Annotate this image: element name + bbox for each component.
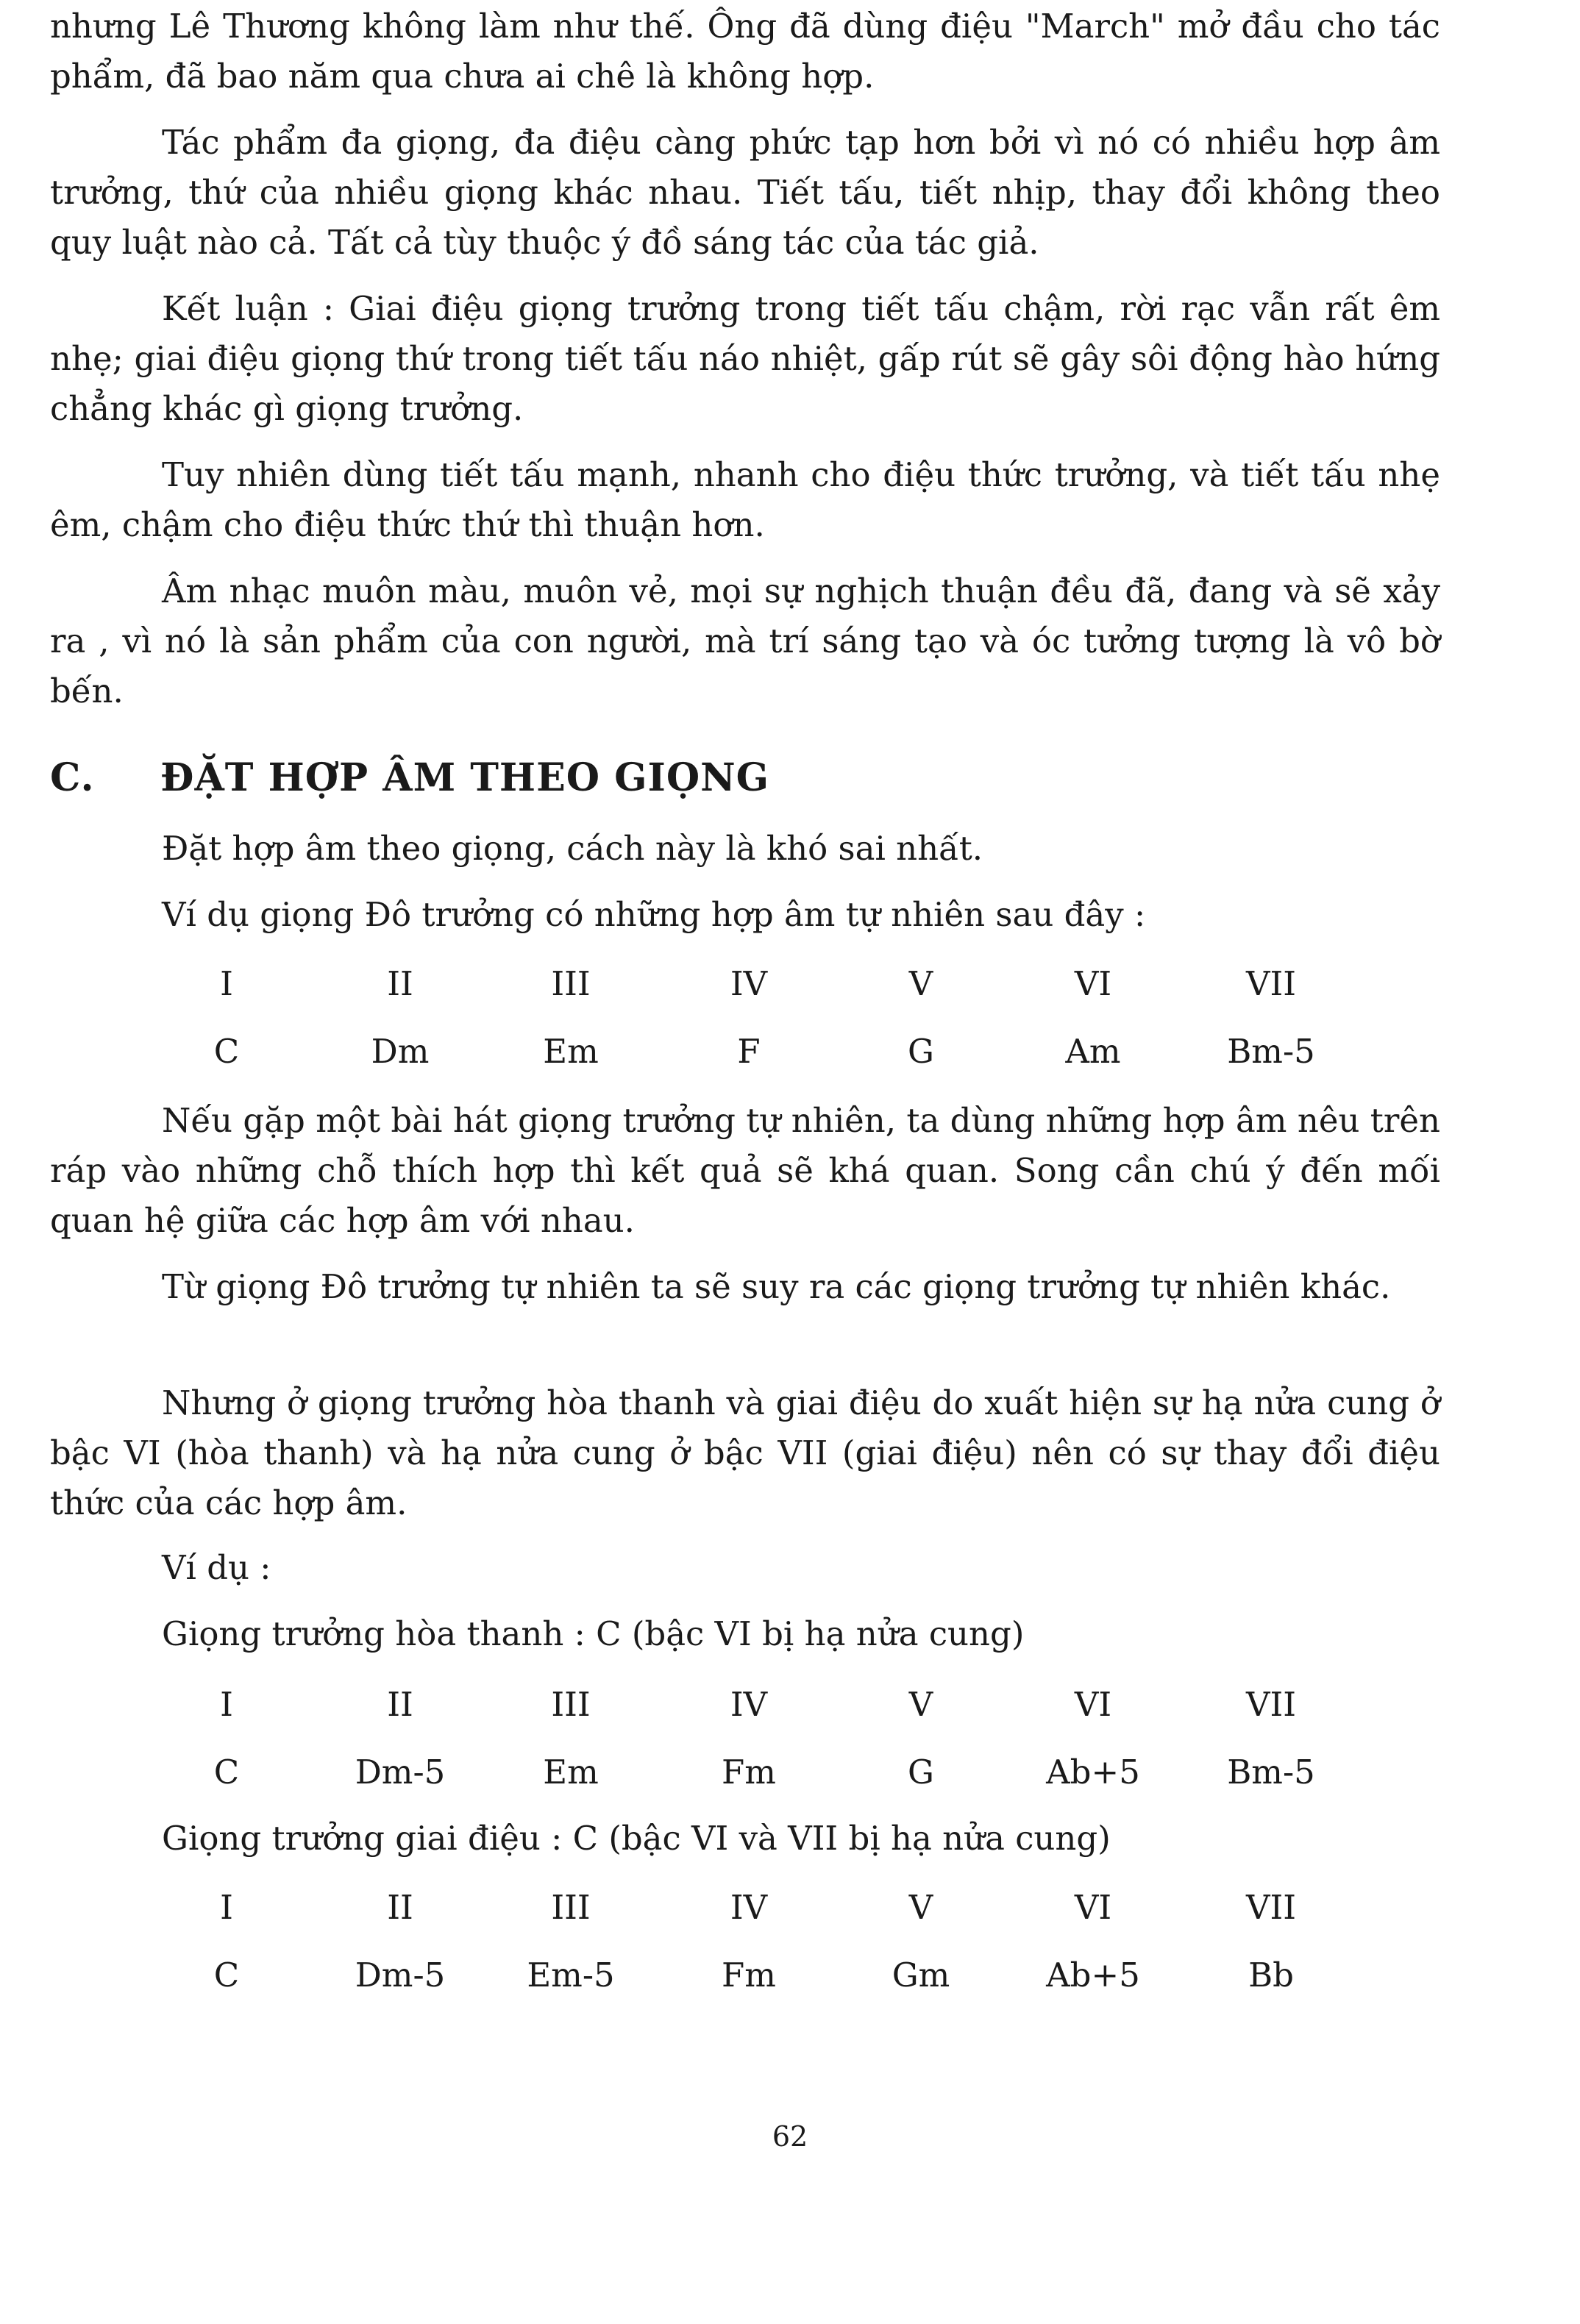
chord-cell: G	[908, 1753, 934, 1792]
chord-cell: Bm-5	[1227, 1032, 1315, 1071]
paragraph-conclusion: Kết luận : Giai điệu giọng trưởng trong tiết tấu chậm, rời rạc vẫn rất êm nhẹ; giai điệu giọng thứ trong tiết tấu náo nhiệt, gấp rút sẽ gây sôi động hào hứng chẳng khác gì giọng trưởng.	[50, 289, 1440, 428]
degree-cell: I	[220, 1888, 233, 1927]
harmonic-degree-row	[0, 1681, 1580, 1728]
degree-cell: IV	[730, 1888, 768, 1927]
chord-cell: Bm-5	[1227, 1753, 1315, 1792]
chord-cell: F	[737, 1032, 761, 1071]
degree-cell: IV	[730, 1685, 768, 1724]
paragraph-polyphony: Tác phẩm đa giọng, đa điệu càng phức tạp hơn bởi vì nó có nhiều hợp âm trưởng, thứ của nhiều giọng khác nhau. Tiết tấu, tiết nhịp, thay đổi không theo quy luật nào cả. Tất cả tùy thuộc ý đồ sáng tác của tác giả.	[50, 123, 1440, 262]
chord-cell: Em-5	[527, 1956, 615, 1995]
chord-cell: Bb	[1248, 1956, 1294, 1995]
degree-cell: VII	[1245, 964, 1297, 1003]
chord-cell: Ab+5	[1046, 1753, 1140, 1792]
degree-cell: VII	[1245, 1888, 1297, 1927]
natural-degree-row	[0, 960, 1580, 1008]
section-title: ĐẶT HỢP ÂM THEO GIỌNG	[160, 755, 770, 800]
harmonic-label: Giọng trưởng hòa thanh : C (bậc VI bị hạ nửa cung)	[162, 1614, 1025, 1653]
example-label: Ví dụ :	[162, 1548, 271, 1587]
degree-cell: III	[551, 1888, 591, 1927]
chord-cell: Em	[543, 1753, 599, 1792]
degree-cell: VI	[1074, 964, 1112, 1003]
melodic-degree-row	[0, 1884, 1580, 1931]
melodic-chord-row	[0, 1952, 1580, 1999]
degree-cell: VI	[1074, 1888, 1112, 1927]
natural-chord-row	[0, 1028, 1580, 1075]
page-number: 62	[772, 2120, 808, 2153]
chord-cell: Fm	[722, 1956, 776, 1995]
degree-cell: V	[908, 964, 933, 1003]
chord-cell: Fm	[722, 1753, 776, 1792]
harmonic-chord-row	[0, 1749, 1580, 1796]
degree-cell: IV	[730, 964, 768, 1003]
paragraph-harmonic-melodic: Nhưng ở giọng trưởng hòa thanh và giai điệu do xuất hiện sự hạ nửa cung ở bậc VI (hòa thanh) và hạ nửa cung ở bậc VII (giai điệu) nên có sự thay đổi điệu thức của các hợp âm.	[50, 1383, 1440, 1522]
degree-cell: V	[908, 1685, 933, 1724]
degree-cell: I	[220, 1685, 233, 1724]
paragraph-music: Âm nhạc muôn màu, muôn vẻ, mọi sự nghịch thuận đều đã, đang và sẽ xảy ra , vì nó là sản phẩm của con người, mà trí sáng tạo và óc tưởng tượng là vô bờ bến.	[50, 571, 1440, 710]
degree-cell: V	[908, 1888, 933, 1927]
degree-cell: VI	[1074, 1685, 1112, 1724]
chord-cell: Dm-5	[355, 1956, 446, 1995]
chord-cell: G	[908, 1032, 934, 1071]
intro-line-1: Đặt hợp âm theo giọng, cách này là khó sai nhất.	[162, 829, 983, 868]
degree-cell: III	[551, 964, 591, 1003]
chord-cell: Gm	[892, 1956, 950, 1995]
chord-cell: C	[213, 1032, 240, 1071]
chord-cell: Am	[1065, 1032, 1121, 1071]
paragraph-tempo: Tuy nhiên dùng tiết tấu mạnh, nhanh cho điệu thức trưởng, và tiết tấu nhẹ êm, chậm cho điệu thức thứ thì thuận hơn.	[50, 455, 1440, 544]
chord-cell: Dm	[371, 1032, 430, 1071]
chord-cell: Ab+5	[1046, 1956, 1140, 1995]
intro-line-2: Ví dụ giọng Đô trưởng có những hợp âm tự nhiên sau đây :	[162, 895, 1146, 934]
melodic-label: Giọng trưởng giai điệu : C (bậc VI và VII bị hạ nửa cung)	[162, 1819, 1111, 1858]
degree-cell: II	[387, 1685, 413, 1724]
degree-cell: II	[387, 1888, 413, 1927]
paragraph-march: nhưng Lê Thương không làm như thế. Ông đã dùng điệu "March" mở đầu cho tác phẩm, đã bao năm qua chưa ai chê là không hợp.	[50, 7, 1440, 96]
chord-cell: Dm-5	[355, 1753, 446, 1792]
section-heading	[50, 754, 769, 802]
degree-cell: III	[551, 1685, 591, 1724]
degree-cell: I	[220, 964, 233, 1003]
chord-cell: C	[213, 1956, 240, 1995]
section-letter: C.	[50, 755, 95, 800]
degree-cell: VII	[1245, 1685, 1297, 1724]
chord-cell: Em	[543, 1032, 599, 1071]
paragraph-derive: Từ giọng Đô trưởng tự nhiên ta sẽ suy ra các giọng trưởng tự nhiên khác.	[162, 1267, 1391, 1306]
paragraph-natural-usage: Nếu gặp một bài hát giọng trưởng tự nhiên, ta dùng những hợp âm nêu trên ráp vào những chỗ thích hợp thì kết quả sẽ khá quan. Song cần chú ý đến mối quan hệ giữa các hợp âm với nhau.	[50, 1101, 1440, 1240]
degree-cell: II	[387, 964, 413, 1003]
chord-cell: C	[213, 1753, 240, 1792]
